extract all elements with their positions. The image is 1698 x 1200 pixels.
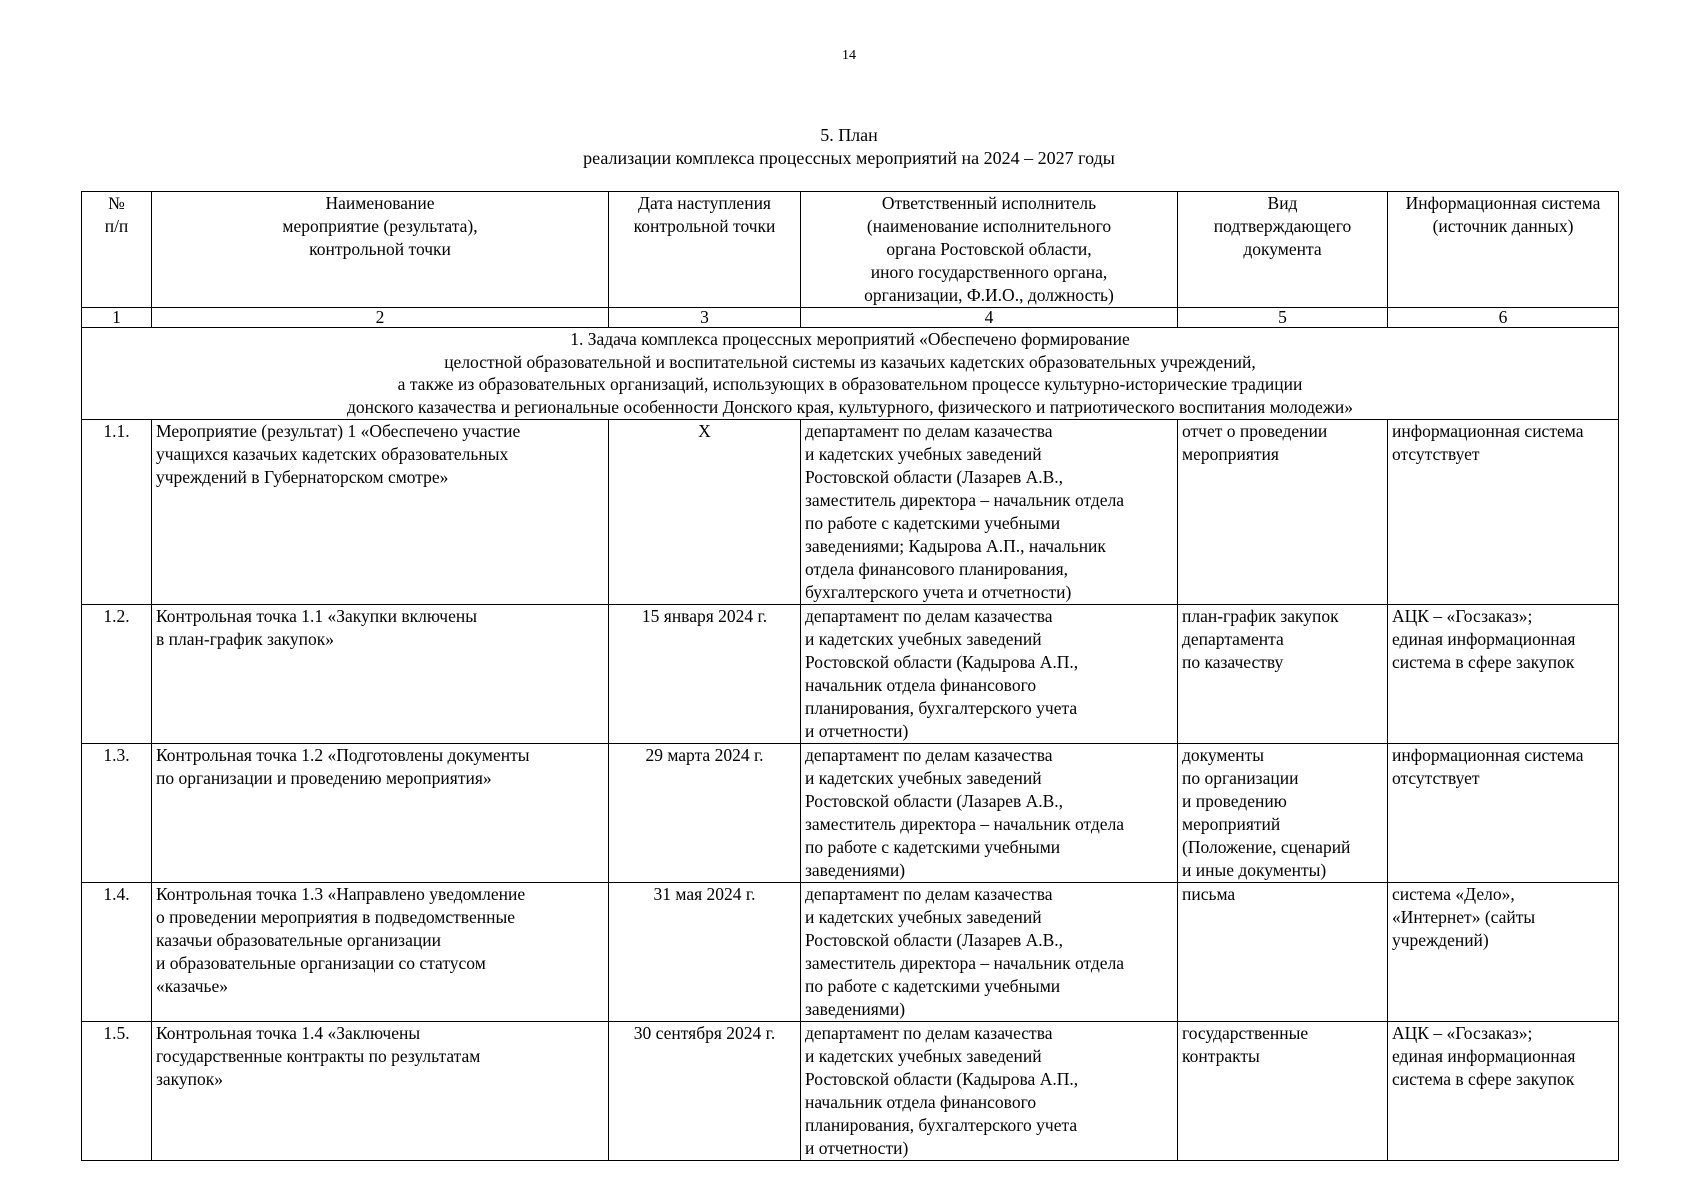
header-cell-responsible: Ответственный исполнитель (наименование исполнительного органа Ростовской области, иного государственного органа, организации, Ф.И.О., должность) xyxy=(801,192,1178,308)
task-heading-row xyxy=(82,328,1619,420)
row-system: система «Дело», «Интернет» (сайты учреждений) xyxy=(1388,883,1619,1022)
column-number: 2 xyxy=(152,308,609,328)
row-number: 1.4. xyxy=(82,883,152,1022)
page-number: 14 xyxy=(842,48,856,63)
header-cell-name: Наименование мероприятие (результата), контрольной точки xyxy=(152,192,609,308)
row-responsible: департамент по делам казачества и кадетских учебных заведений Ростовской области (Лазарев А.В., заместитель директора – начальник отдела по работе с кадетскими учебными заведениями; Кадырова А.П., начальник отдела финансового планирования, бухгалтерского учета и отчетности) xyxy=(801,420,1178,605)
header-row xyxy=(82,192,1619,308)
row-name: Контрольная точка 1.2 «Подготовлены документы по организации и проведению мероприятия» xyxy=(152,744,609,883)
row-number: 1.2. xyxy=(82,605,152,744)
row-date: 31 мая 2024 г. xyxy=(609,883,801,1022)
table-row xyxy=(82,605,1619,744)
row-number: 1.5. xyxy=(82,1022,152,1161)
row-name: Мероприятие (результат) 1 «Обеспечено участие учащихся казачьих кадетских образовательных учреждений в Губернаторском смотре» xyxy=(152,420,609,605)
row-responsible: департамент по делам казачества и кадетских учебных заведений Ростовской области (Кадырова А.П., начальник отдела финансового планирования, бухгалтерского учета и отчетности) xyxy=(801,605,1178,744)
title-line-2: реализации комплекса процессных мероприятий на 2024 – 2027 годы xyxy=(583,148,1115,168)
row-system: АЦК – «Госзаказ»; единая информационная система в сфере закупок xyxy=(1388,1022,1619,1161)
row-system: АЦК – «Госзаказ»; единая информационная система в сфере закупок xyxy=(1388,605,1619,744)
table-row xyxy=(82,744,1619,883)
row-document: письма xyxy=(1178,883,1388,1022)
row-system: информационная система отсутствует xyxy=(1388,744,1619,883)
column-number: 6 xyxy=(1388,308,1619,328)
header-cell-number: № п/п xyxy=(82,192,152,308)
header-cell-document: Вид подтверждающего документа xyxy=(1178,192,1388,308)
document-title xyxy=(0,124,1698,170)
task-heading: 1. Задача комплекса процессных мероприятий «Обеспечено формирование целостной образовательной и воспитательной системы из казачьих кадетских образовательных учреждений, а также из образовательных организаций, использующих в образовательном процессе культурно-исторические традиции донского казачества и региональные особенности Донского края, культурного, физического и патриотического воспитания молодежи» xyxy=(82,328,1619,420)
column-number: 5 xyxy=(1178,308,1388,328)
row-document: документы по организации и проведению мероприятий (Положение, сценарий и иные документы) xyxy=(1178,744,1388,883)
column-number: 1 xyxy=(82,308,152,328)
table-row xyxy=(82,883,1619,1022)
row-system: информационная система отсутствует xyxy=(1388,420,1619,605)
row-responsible: департамент по делам казачества и кадетских учебных заведений Ростовской области (Лазарев А.В., заместитель директора – начальник отдела по работе с кадетскими учебными заведениями) xyxy=(801,744,1178,883)
header-cell-system: Информационная система (источник данных) xyxy=(1388,192,1619,308)
header-cell-date: Дата наступления контрольной точки xyxy=(609,192,801,308)
row-name: Контрольная точка 1.4 «Заключены государственные контракты по результатам закупок» xyxy=(152,1022,609,1161)
column-number: 3 xyxy=(609,308,801,328)
row-number: 1.1. xyxy=(82,420,152,605)
table-row xyxy=(82,420,1619,605)
row-number: 1.3. xyxy=(82,744,152,883)
row-responsible: департамент по делам казачества и кадетских учебных заведений Ростовской области (Лазарев А.В., заместитель директора – начальник отдела по работе с кадетскими учебными заведениями) xyxy=(801,883,1178,1022)
table-row xyxy=(82,1022,1619,1161)
row-date: 15 января 2024 г. xyxy=(609,605,801,744)
row-document: государственные контракты xyxy=(1178,1022,1388,1161)
column-number-row xyxy=(82,308,1619,328)
row-date: 29 марта 2024 г. xyxy=(609,744,801,883)
row-name: Контрольная точка 1.3 «Направлено уведомление о проведении мероприятия в подведомственные казачьи образовательные организации и образовательные организации со статусом «казачье» xyxy=(152,883,609,1022)
plan-table xyxy=(81,191,1619,1161)
row-document: отчет о проведении мероприятия xyxy=(1178,420,1388,605)
column-number: 4 xyxy=(801,308,1178,328)
title-line-1: 5. План xyxy=(820,125,878,145)
row-document: план-график закупок департамента по казачеству xyxy=(1178,605,1388,744)
row-date: 30 сентября 2024 г. xyxy=(609,1022,801,1161)
row-responsible: департамент по делам казачества и кадетских учебных заведений Ростовской области (Кадырова А.П., начальник отдела финансового планирования, бухгалтерского учета и отчетности) xyxy=(801,1022,1178,1161)
row-name: Контрольная точка 1.1 «Закупки включены в план-график закупок» xyxy=(152,605,609,744)
row-date: Х xyxy=(609,420,801,605)
